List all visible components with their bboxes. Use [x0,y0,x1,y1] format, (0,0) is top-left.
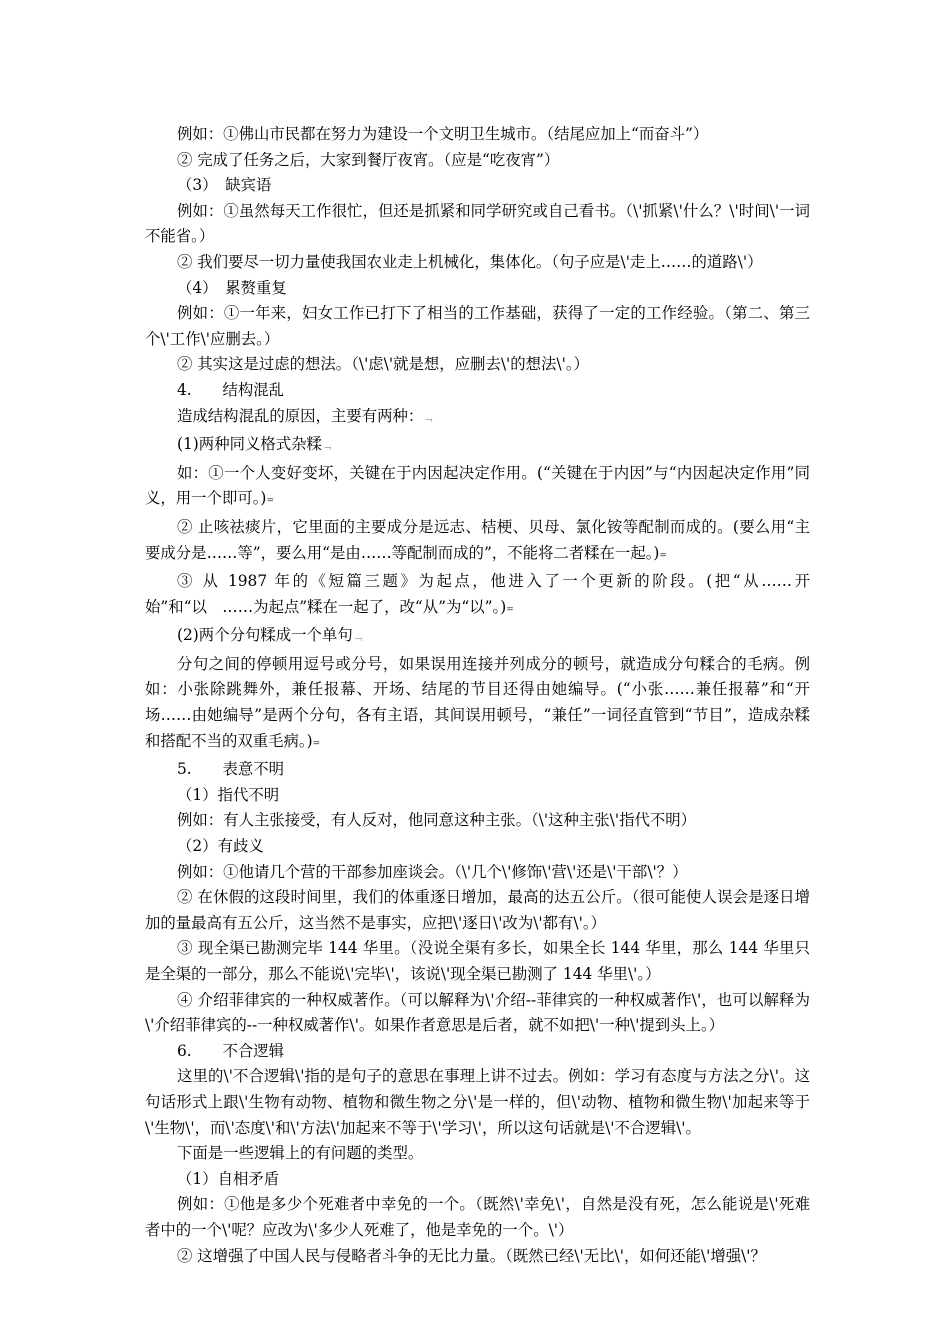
paragraph-text: 例如：①他是多少个死难者中幸免的一个。（既然\'幸免\'，自然是没有死，怎么能说是\'死难者中的一个\'呢？应改为\'多少人死难了，他是幸免的一个。\'） [145,1195,810,1239]
paragraph [145,173,810,199]
paragraph [145,783,810,809]
paragraph [145,1244,810,1270]
paragraph-mark: = [266,496,274,507]
paragraph [145,1141,810,1167]
paragraph [145,378,810,404]
paragraph-text: 造成结构混乱的原因，主要有两种： [177,406,424,425]
paragraph-text: ② 止咳祛痰片，它里面的主要成分是远志、桔梗、贝母、氯化铵等配制而成的。(要么用“主要成分是……等”，要么用“是由……等配制而成的”，不能将二者糅在一起。) [145,517,810,562]
paragraph [145,432,810,461]
paragraph-text: (1)两种同义格式杂糅 [177,435,322,454]
paragraph-text: 4. 结构混乱 [177,380,285,399]
paragraph-text: ③ 现全渠已勘测完毕 144 华里。（没说全渠有多长，如果全长 144 华里，那么 144 华里只是全渠的一部分，那么不能说\'完毕\'，该说\'现全渠已勘测了 144 华里\'。） [145,939,810,983]
paragraph [145,515,810,569]
paragraph-text: 例如：①虽然每天工作很忙，但还是抓紧和同学研究或自己看书。（\'抓紧\'什么？\'时间\'一词不能省。） [145,201,810,246]
paragraph [145,250,810,276]
paragraph [145,1192,810,1243]
paragraph-text: （4） 累赘重复 [177,278,287,297]
paragraph [145,352,810,378]
paragraph [145,148,810,174]
paragraph [145,461,810,515]
paragraph-text: 例如：①他请几个营的干部参加座谈会。（\'几个\'修饰\'营\'还是\'干部\'？） [177,862,688,881]
paragraph-text: ② 完成了任务之后，大家到餐厅夜宵。（应是“吃夜宵”） [177,150,560,169]
paragraph-text: 这里的\'不合逻辑\'指的是句子的意思在事理上讲不过去。例如：学习有态度与方法之分\'。这句话形式上跟\'生物有动物、植物和微生物之分\'是一样的，但\'动物、植物和微生物\'加起来等于\'生物\'，而\'态度\'和\'方法\'加起来不等于\'学习\'，所以这句话就是\'不合逻辑\'。 [145,1067,810,1137]
paragraph [145,808,810,834]
paragraph-mark: = [506,604,514,615]
paragraph-text: 5. 表意不明 [177,760,285,779]
paragraph [145,936,810,987]
document-page [145,122,826,1269]
paragraph-mark: ﹁ [352,633,362,644]
paragraph-text: ② 我们要尽一切力量使我国农业走上机械化，集体化。（句子应是\'走上……的道路\'） [177,252,763,271]
paragraph [145,757,810,783]
paragraph [145,652,826,757]
paragraph [145,623,810,652]
paragraph-text: （3） 缺宾语 [177,176,272,195]
paragraph-text: 6. 不合逻辑 [177,1041,285,1060]
paragraph [145,569,810,623]
paragraph-text: ② 其实这是过虑的想法。（\'虑\'就是想，应删去\'的想法\'。） [177,355,589,374]
paragraph-text: 分句之间的停顿用逗号或分号，如果误用连接并列成分的顿号，就造成分句糅合的毛病。例 如：小张除跳舞外，兼任报幕、开场、结尾的节目还得由她编导。(“小张……兼任报幕”和“开场……由她编导”是两个分句，各有主语，其间误用顿号，“兼任”一词径直管到“节目”，造成杂糅和搭配不当的双重毛病。) [145,654,826,750]
paragraph [145,122,810,148]
paragraph-text: ④ 介绍菲律宾的一种权威著作。（可以解释为\'介绍--菲律宾的一种权威著作\'，也可以解释为\'介绍菲律宾的--一种权威著作\'。如果作者意思是后者，就不如把\'一种\'提到头上。） [145,990,810,1035]
paragraph-text: ③ 从 1987 年的《短篇三题》为起点，他进入了一个更新的阶段。(把“从……开始”和“以 ……为起点”糅在一起了，改“从”为“以”。) [145,572,810,616]
paragraph-text: (2)两个分句糅成一个单句 [177,626,353,645]
paragraph-text: 例如：①佛山市民都在努力为建设一个文明卫生城市。（结尾应加上“而奋斗”） [177,125,709,143]
paragraph [145,885,810,936]
paragraph [145,404,810,433]
paragraph [145,834,810,860]
paragraph-text: 如：①一个人变好变坏，关键在于内因起决定作用。(“关键在于内因”与“内因起决定作用”同义，用一个即可。) [145,463,810,508]
paragraph-text: 例如：有人主张接受，有人反对，他同意这种主张。（\'这种主张\'指代不明） [177,811,697,830]
paragraph [145,988,810,1039]
paragraph [145,1064,810,1141]
paragraph-text: （1）自相矛盾 [177,1169,280,1188]
paragraph-text: 下面是一些逻辑上的有问题的类型。 [177,1144,424,1163]
paragraph-text: ② 在休假的这段时间里，我们的体重逐日增加，最高的达五公斤。（很可能使人误会是逐日增加的量最高有五公斤，这当然不是事实，应把\'逐日\'改为\'都有\'。） [145,888,810,932]
paragraph-mark: ﹁ [321,442,331,453]
paragraph [145,199,810,250]
paragraph-mark: = [312,738,321,749]
paragraph-text: （1）指代不明 [177,785,280,804]
paragraph-mark: ﹁ [423,413,433,424]
paragraph-text: 例如：①一年来，妇女工作已打下了相当的工作基础，获得了一定的工作经验。（第二、第三个\'工作\'应删去。） [145,304,810,348]
paragraph-text: ② 这增强了中国人民与侵略者斗争的无比力量。（既然已经\'无比\'，如何还能\'增强\'？ [177,1246,766,1265]
paragraph-text: （2）有歧义 [177,837,264,856]
paragraph [145,860,810,886]
paragraph [145,1039,810,1065]
paragraph [145,276,810,302]
paragraph [145,301,810,352]
paragraph [145,1167,810,1193]
paragraph-mark: = [659,550,667,561]
